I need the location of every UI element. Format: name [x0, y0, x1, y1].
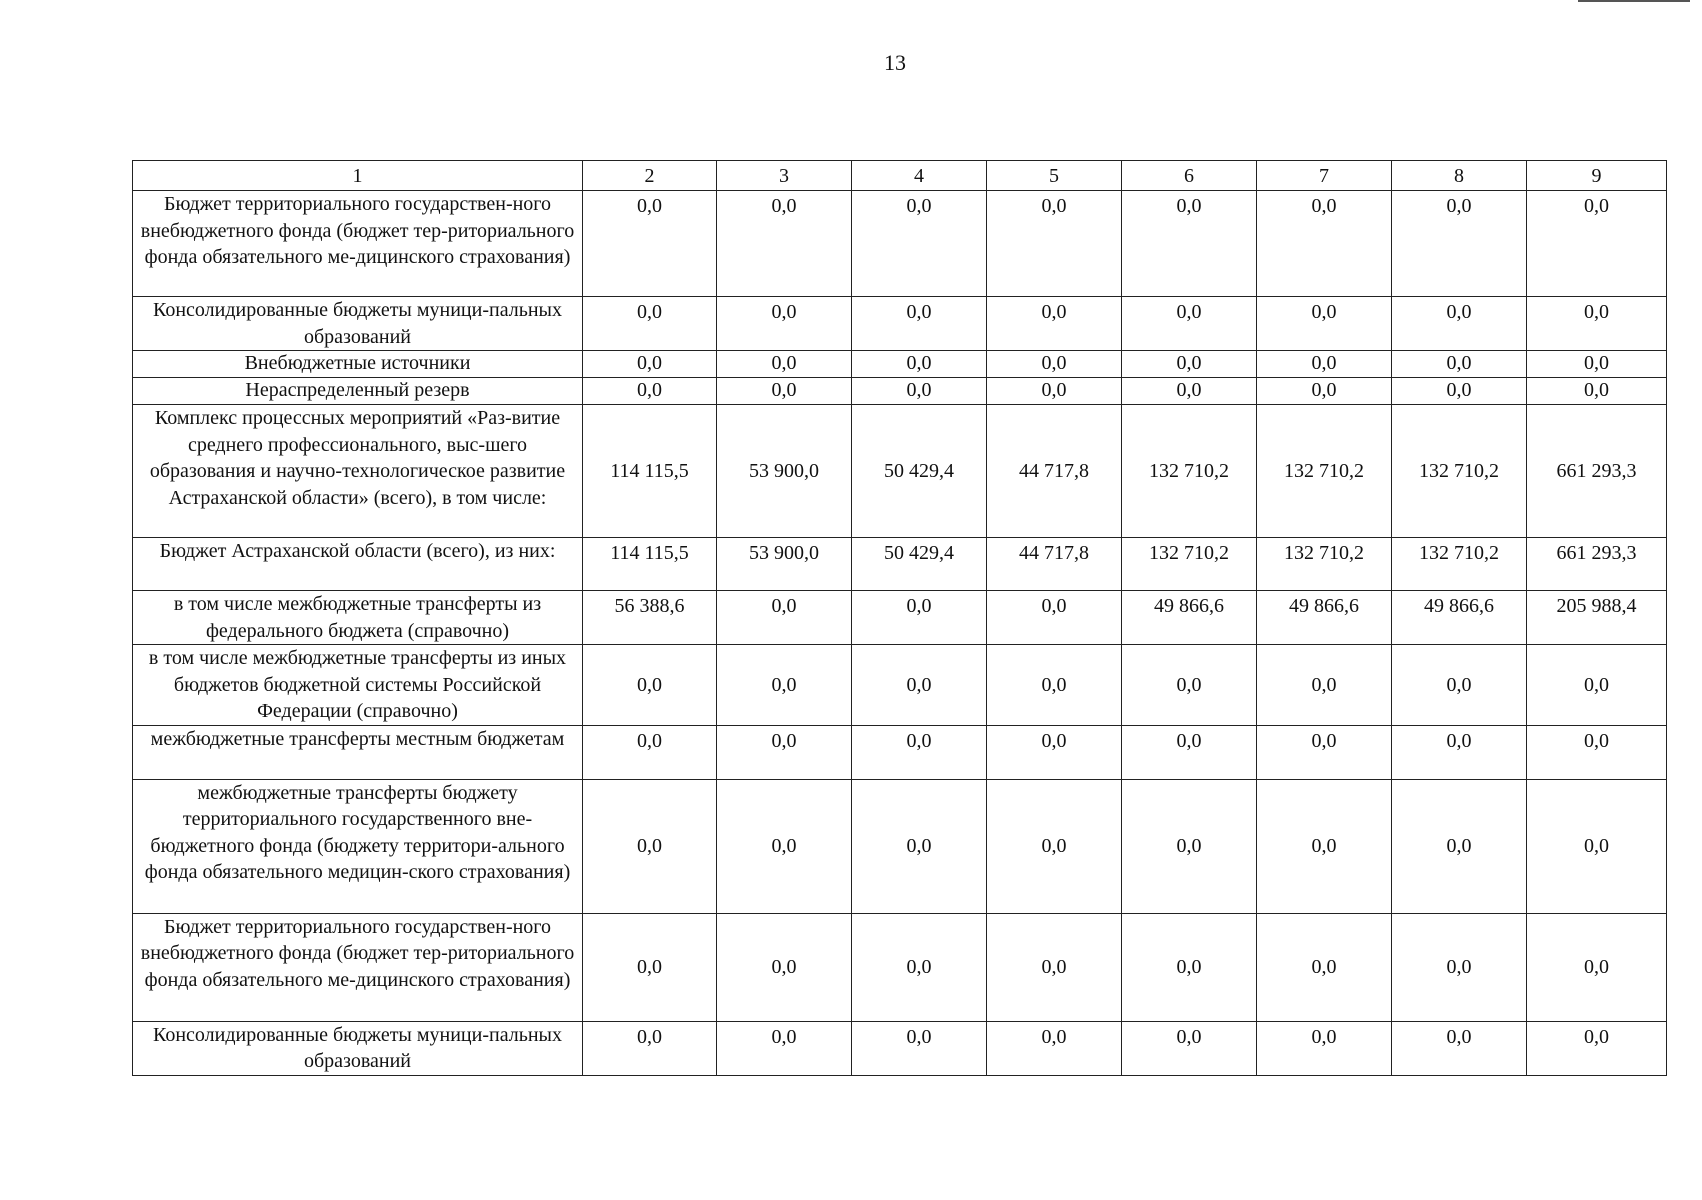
table-cell: 0,0: [1392, 779, 1527, 913]
table-cell: 0,0: [717, 591, 852, 645]
column-header: 4: [852, 161, 987, 191]
row-label: Бюджет территориального государствен-ного внебюджетного фонда (бюджет тер-риториального фонда обязательного ме-дицинского страхования): [133, 191, 583, 297]
table-cell: 114 115,5: [583, 405, 717, 538]
row-label: в том числе межбюджетные трансферты из федерального бюджета (справочно): [133, 591, 583, 645]
table-cell: 205 988,4: [1527, 591, 1667, 645]
table-cell: 0,0: [1527, 913, 1667, 1021]
table-cell: 0,0: [852, 378, 987, 405]
table-cell: 0,0: [1257, 1021, 1392, 1075]
table-row: [133, 1021, 1667, 1075]
table-cell: 0,0: [987, 297, 1122, 351]
table-cell: 44 717,8: [987, 405, 1122, 538]
table-row: [133, 405, 1667, 538]
table-cell: 50 429,4: [852, 405, 987, 538]
column-header: 5: [987, 161, 1122, 191]
table-cell: 0,0: [717, 378, 852, 405]
column-header: 8: [1392, 161, 1527, 191]
table-row: [133, 538, 1667, 591]
table-cell: 0,0: [1527, 297, 1667, 351]
table-cell: 0,0: [987, 191, 1122, 297]
table-cell: 0,0: [852, 191, 987, 297]
table-cell: 0,0: [1257, 351, 1392, 378]
table-cell: 0,0: [583, 913, 717, 1021]
column-header-row: [133, 161, 1667, 191]
table-cell: 0,0: [583, 297, 717, 351]
table-cell: 0,0: [987, 378, 1122, 405]
table-cell: 0,0: [583, 378, 717, 405]
table-cell: 0,0: [717, 779, 852, 913]
table-row: [133, 297, 1667, 351]
table-cell: 0,0: [987, 1021, 1122, 1075]
table-cell: 0,0: [717, 191, 852, 297]
table-cell: 0,0: [987, 591, 1122, 645]
table-cell: 0,0: [1257, 913, 1392, 1021]
row-label: Бюджет территориального государствен-ного внебюджетного фонда (бюджет тер-риториального фонда обязательного ме-дицинского страхования): [133, 913, 583, 1021]
row-label: Внебюджетные источники: [133, 351, 583, 378]
table-cell: 0,0: [987, 351, 1122, 378]
budget-table: [132, 160, 1667, 1076]
table-row: [133, 591, 1667, 645]
table-cell: 56 388,6: [583, 591, 717, 645]
column-header: 3: [717, 161, 852, 191]
table-cell: 0,0: [583, 351, 717, 378]
row-label: Комплекс процессных мероприятий «Раз-витие среднего профессионального, выс-шего образования и научно-технологическое развитие Астраханской области» (всего), в том числе:: [133, 405, 583, 538]
table-cell: 0,0: [987, 645, 1122, 726]
table-cell: 0,0: [717, 1021, 852, 1075]
table-cell: 0,0: [1257, 779, 1392, 913]
table-cell: 0,0: [1122, 378, 1257, 405]
table-cell: 0,0: [1392, 1021, 1527, 1075]
row-label: межбюджетные трансферты бюджету территориального государственного вне-бюджетного фонда (бюджету территори-ального фонда обязательного медицин-ского страхования): [133, 779, 583, 913]
table-cell: 0,0: [1527, 191, 1667, 297]
table-cell: 0,0: [1257, 645, 1392, 726]
table-cell: 0,0: [717, 297, 852, 351]
table-cell: 0,0: [1257, 191, 1392, 297]
table-cell: 0,0: [1122, 779, 1257, 913]
table-cell: 0,0: [852, 297, 987, 351]
table-cell: 0,0: [1392, 645, 1527, 726]
row-label: Бюджет Астраханской области (всего), из них:: [133, 538, 583, 591]
column-header: 7: [1257, 161, 1392, 191]
table-cell: 0,0: [717, 913, 852, 1021]
column-header: 2: [583, 161, 717, 191]
table-cell: 661 293,3: [1527, 405, 1667, 538]
table-cell: 661 293,3: [1527, 538, 1667, 591]
table-cell: 0,0: [987, 913, 1122, 1021]
table-cell: 0,0: [852, 913, 987, 1021]
table-cell: 50 429,4: [852, 538, 987, 591]
table-cell: 0,0: [852, 1021, 987, 1075]
table-cell: 0,0: [987, 779, 1122, 913]
table-cell: 44 717,8: [987, 538, 1122, 591]
row-label: Консолидированные бюджеты муници-пальных образований: [133, 1021, 583, 1075]
table-cell: 53 900,0: [717, 405, 852, 538]
row-label: Нераспределенный резерв: [133, 378, 583, 405]
table-cell: 49 866,6: [1257, 591, 1392, 645]
table-cell: 132 710,2: [1392, 538, 1527, 591]
table-cell: 0,0: [1257, 725, 1392, 779]
table-cell: 0,0: [717, 351, 852, 378]
table-cell: 0,0: [583, 725, 717, 779]
table-row: [133, 351, 1667, 378]
table-cell: 0,0: [1392, 297, 1527, 351]
table-cell: 0,0: [852, 591, 987, 645]
table-cell: 0,0: [717, 645, 852, 726]
table-cell: 0,0: [1527, 378, 1667, 405]
row-label: межбюджетные трансферты местным бюджетам: [133, 725, 583, 779]
column-header: 9: [1527, 161, 1667, 191]
table-cell: 114 115,5: [583, 538, 717, 591]
table-cell: 0,0: [1392, 913, 1527, 1021]
table-row: [133, 645, 1667, 726]
table-cell: 0,0: [583, 779, 717, 913]
table-cell: 0,0: [1257, 378, 1392, 405]
table-row: [133, 779, 1667, 913]
table-cell: 0,0: [1527, 645, 1667, 726]
table-cell: 0,0: [1122, 351, 1257, 378]
table-cell: 0,0: [852, 725, 987, 779]
table-cell: 0,0: [583, 645, 717, 726]
table-cell: 0,0: [852, 645, 987, 726]
corner-rule: [1578, 0, 1690, 2]
table-cell: 0,0: [1122, 913, 1257, 1021]
table-row: [133, 725, 1667, 779]
table-row: [133, 378, 1667, 405]
table-cell: 0,0: [583, 1021, 717, 1075]
table-cell: 0,0: [1122, 1021, 1257, 1075]
table-cell: 0,0: [717, 725, 852, 779]
table-cell: 0,0: [583, 191, 717, 297]
table-cell: 132 710,2: [1257, 405, 1392, 538]
table-row: [133, 191, 1667, 297]
table-row: [133, 913, 1667, 1021]
table-cell: 132 710,2: [1392, 405, 1527, 538]
table-cell: 0,0: [1392, 378, 1527, 405]
table-cell: 132 710,2: [1122, 405, 1257, 538]
row-label: Консолидированные бюджеты муници-пальных образований: [133, 297, 583, 351]
table-cell: 0,0: [1527, 779, 1667, 913]
table-cell: 0,0: [1527, 351, 1667, 378]
table-cell: 0,0: [1527, 725, 1667, 779]
table-cell: 132 710,2: [1122, 538, 1257, 591]
column-header: 6: [1122, 161, 1257, 191]
table-cell: 53 900,0: [717, 538, 852, 591]
table-cell: 0,0: [1527, 1021, 1667, 1075]
table-cell: 0,0: [1122, 297, 1257, 351]
table-cell: 49 866,6: [1122, 591, 1257, 645]
table-cell: 0,0: [1257, 297, 1392, 351]
table-cell: 0,0: [1392, 191, 1527, 297]
table-cell: 0,0: [987, 725, 1122, 779]
table-cell: 0,0: [1122, 191, 1257, 297]
column-header: 1: [133, 161, 583, 191]
table-cell: 49 866,6: [1392, 591, 1527, 645]
table-cell: 0,0: [1122, 645, 1257, 726]
table-cell: 0,0: [1122, 725, 1257, 779]
table-cell: 0,0: [852, 351, 987, 378]
row-label: в том числе межбюджетные трансферты из иных бюджетов бюджетной системы Российской Федерации (справочно): [133, 645, 583, 726]
table-cell: 0,0: [1392, 351, 1527, 378]
table-cell: 0,0: [1392, 725, 1527, 779]
table-cell: 132 710,2: [1257, 538, 1392, 591]
page-number: 13: [884, 50, 906, 75]
table-cell: 0,0: [852, 779, 987, 913]
